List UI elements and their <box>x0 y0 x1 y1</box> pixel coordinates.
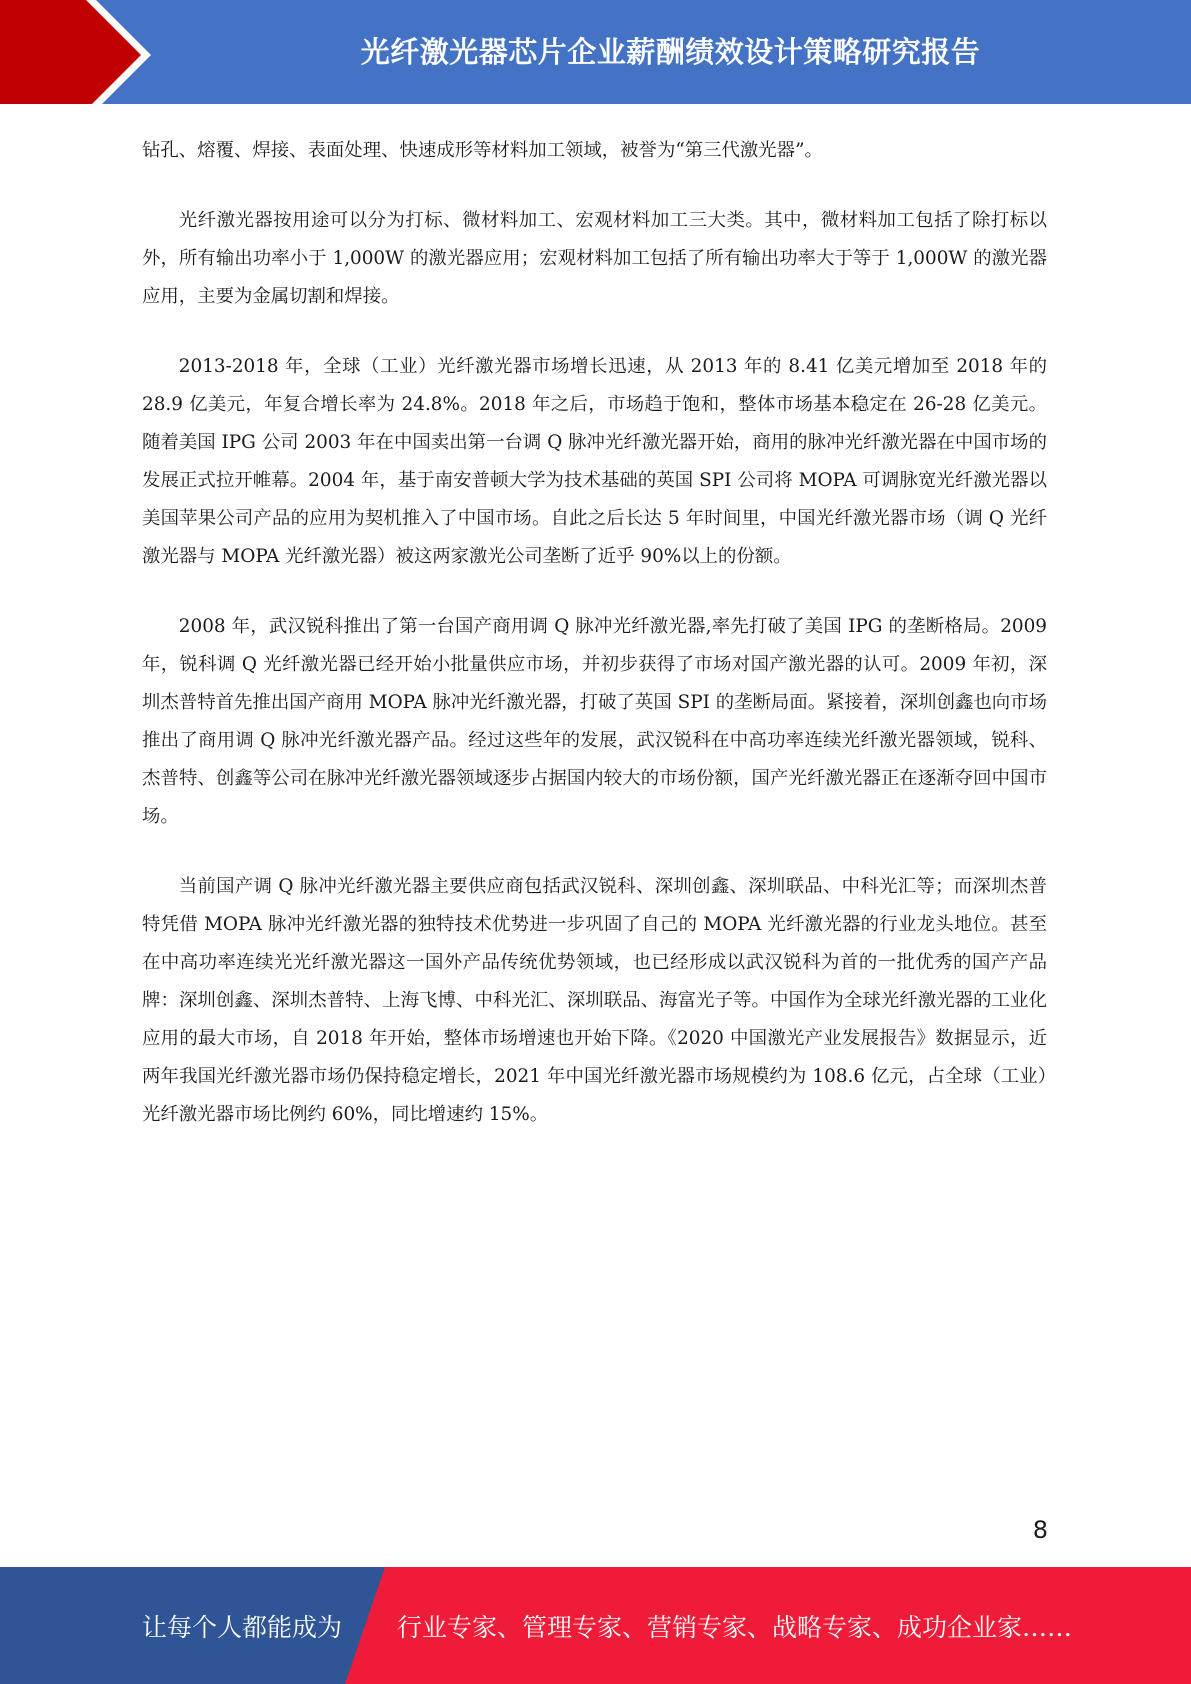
paragraph-1: 钻孔、熔覆、焊接、表面处理、快速成形等材料加工领域，被誉为“第三代激光器”。 <box>142 140 823 161</box>
paragraph-5: 当前国产调 Q 脉冲光纤激光器主要供应商包括武汉锐科、深圳创鑫、深圳联品、中科光汇等；而深圳杰普特凭借 MOPA 脉冲光纤激光器的独特技术优势进一步巩固了自己的 MOPA 光纤激光器的行业龙头地位。甚至在中高功率连续光光纤激光器这一国外产品传统优势领域，也已经形成以武汉锐科为首的一批优秀的国产产品牌：深圳创鑫、深圳杰普特、上海飞博、中科光汇、深圳联品、海富光子等。中国作为全球光纤激光器的工业化应用的最大市场，自 2018 年开始，整体市场增速也开始下降。《2020 中国激光产业发展报告》数据显示，近两年我国光纤激光器市场仍保持稳定增长，2021 年中国光纤激光器市场规模约为 108.6 亿元，占全球（工业）光纤激光器市场比例约 60%，同比增速约 15%。 <box>142 876 1047 1125</box>
footer-slogan-left: 让每个人都能成为 <box>142 1612 343 1642</box>
paragraph-2: 光纤激光器按用途可以分为打标、微材料加工、宏观材料加工三大类。其中，微材料加工包括了除打标以外，所有输出功率小于 1,000W 的激光器应用；宏观材料加工包括了所有输出功率大于等于 1,000W 的激光器应用，主要为金属切割和焊接。 <box>142 210 1047 307</box>
paragraph-3: 2013-2018 年，全球（工业）光纤激光器市场增长迅速，从 2013 年的 8.41 亿美元增加至 2018 年的 28.9 亿美元，年复合增长率为 24.8%。2018 年之后，市场趋于饱和，整体市场基本稳定在 26-28 亿美元。随着美国 IPG 公司 2003 年在中国卖出第一台调 Q 脉冲光纤激光器开始，商用的脉冲光纤激光器在中国市场的发展正式拉开帷幕。2004 年，基于南安普顿大学为技术基础的英国 SPI 公司将 MOPA 可调脉宽光纤激光器以美国苹果公司产品的应用为契机推入了中国市场。自此之后长达 5 年时间里，中国光纤激光器市场（调 Q 光纤激光器与 MOPA 光纤激光器）被这两家激光公司垄断了近乎 90%以上的份额。 <box>142 356 1047 567</box>
header-bottom-gap <box>0 104 1191 110</box>
page-number: 8 <box>1032 1516 1048 1544</box>
document-body <box>142 132 1047 1166</box>
page-header <box>0 0 1191 110</box>
footer-slogan-right: 行业专家、管理专家、营销专家、战略专家、成功企业家…… <box>397 1612 1073 1642</box>
report-title: 光纤激光器芯片企业薪酬绩效设计策略研究报告 <box>360 34 981 69</box>
page-footer <box>0 1567 1191 1684</box>
paragraph-4: 2008 年，武汉锐科推出了第一台国产商用调 Q 脉冲光纤激光器,率先打破了美国 IPG 的垄断格局。2009 年，锐科调 Q 光纤激光器已经开始小批量供应市场，并初步获得了市场对国产激光器的认可。2009 年初，深圳杰普特首先推出国产商用 MOPA 脉冲光纤激光器，打破了英国 SPI 的垄断局面。紧接着，深圳创鑫也向市场推出了商用调 Q 脉冲光纤激光器产品。经过这些年的发展，武汉锐科在中高功率连续光纤激光器领域，锐科、杰普特、创鑫等公司在脉冲光纤激光器领域逐步占据国内较大的市场份额，国产光纤激光器正在逐渐夺回中国市场。 <box>142 616 1047 827</box>
